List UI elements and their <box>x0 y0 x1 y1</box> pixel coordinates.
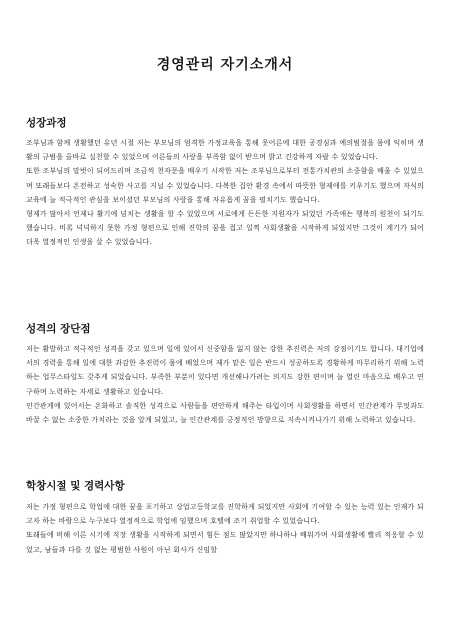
section-body-personality <box>26 342 424 427</box>
paragraph: 조부님과 함께 생활했던 유년 시절 저는 부모님의 엄격한 가정교육을 통해 웃어른에 대한 공경심과 예의범절을 몸에 익히며 생활의 규범을 올바로 실천할 수 있었으며 어른들의 사랑을 부족함 없이 받으며 밝고 건강하게 자랄 수 있었습니다. <box>26 139 424 162</box>
paragraph: 저는 가정 형편으로 학업에 대한 꿈을 포기하고 상업고등학교를 진학하게 되었지만 사회에 기여할 수 있는 능력 있는 인재가 되고자 하는 바람으로 누구보다 열정적으로 학업에 임했으며 호텔에 조기 취업할 수 있었습니다. <box>26 503 424 526</box>
section-heading-personality: 성격의 장단점 <box>26 323 91 335</box>
paragraph: 형제가 많아서 언제나 활기에 넘치는 생활을 할 수 있었으며 서로에게 든든한 지원자가 되었던 가족애는 행복의 원천이 되기도 했습니다. 비록 넉넉하지 못한 가정 형편으로 인해 진학의 꿈을 접고 일찍 사회생활을 시작하게 되었지만 그것이 계기가 되어 더욱 열정적인 인생을 살 수 있었습니다. <box>26 210 424 247</box>
section-heading-growth: 성장과정 <box>26 117 67 129</box>
document-title: 경영관리 자기소개서 <box>156 57 294 73</box>
paragraph: 또한 조부님의 말벗이 되어드리며 조금씩 천자문을 배우기 시작한 저는 조부님으로부터 전통가치관의 소중함을 배울 수 있었으며 또래들보다 온전하고 성숙한 사고를 지닐 수 있었습니다. 다복한 집안 환경 속에서 따뜻한 형제애를 키우기도 했으며 자식의 교육에 늘 적극적인 관심을 보이셨던 부모님의 사랑을 통해 자유롭게 꿈을 펼치기도 했습니다. <box>26 167 424 204</box>
paragraph: 또래들에 비해 이른 시기에 직장 생활을 시작하게 되면서 힘든 점도 많았지만 하나하나 배워가며 사회생활에 빨리 적응할 수 있었고, 남들과 다를 것 없는 평범한 사원이 아닌 회사가 신임할 <box>26 531 424 554</box>
paragraph: 저는 활발하고 적극적인 성격을 갖고 있으며 일에 있어서 신중함을 잃지 않는 강한 추진력은 저의 강점이기도 합니다. 대기업에서의 경력을 통해 일에 대한 과감한 추진력이 몸에 배었으며 제가 맡은 일은 반드시 성공하도록 경황하게 마무리하기 위해 노력하는 업무스타일도 갖추게 되었습니다. 부족한 부분이 있다면 개선해나가려는 의지도 강한 편이며 늘 열린 마음으로 배우고 연구하며 노력하는 자세로 생활하고 있습니다. <box>26 345 424 396</box>
paragraph: 인간관계에 있어서는 온화하고 솔직한 성격으로 사람들을 편안하게 해주는 타입이며 사회생활을 하면서 인간관계가 무엇과도 바꿀 수 없는 소중한 가치라는 것을 알게 되었고, 늘 인간관계를 긍정적인 방향으로 지속시켜나가기 위해 노력하고 있습니다. <box>26 401 424 425</box>
section-heading-education-career: 학창시절 및 경력사항 <box>26 480 125 492</box>
section-body-growth <box>26 136 424 250</box>
section-body-education-career <box>26 500 424 557</box>
